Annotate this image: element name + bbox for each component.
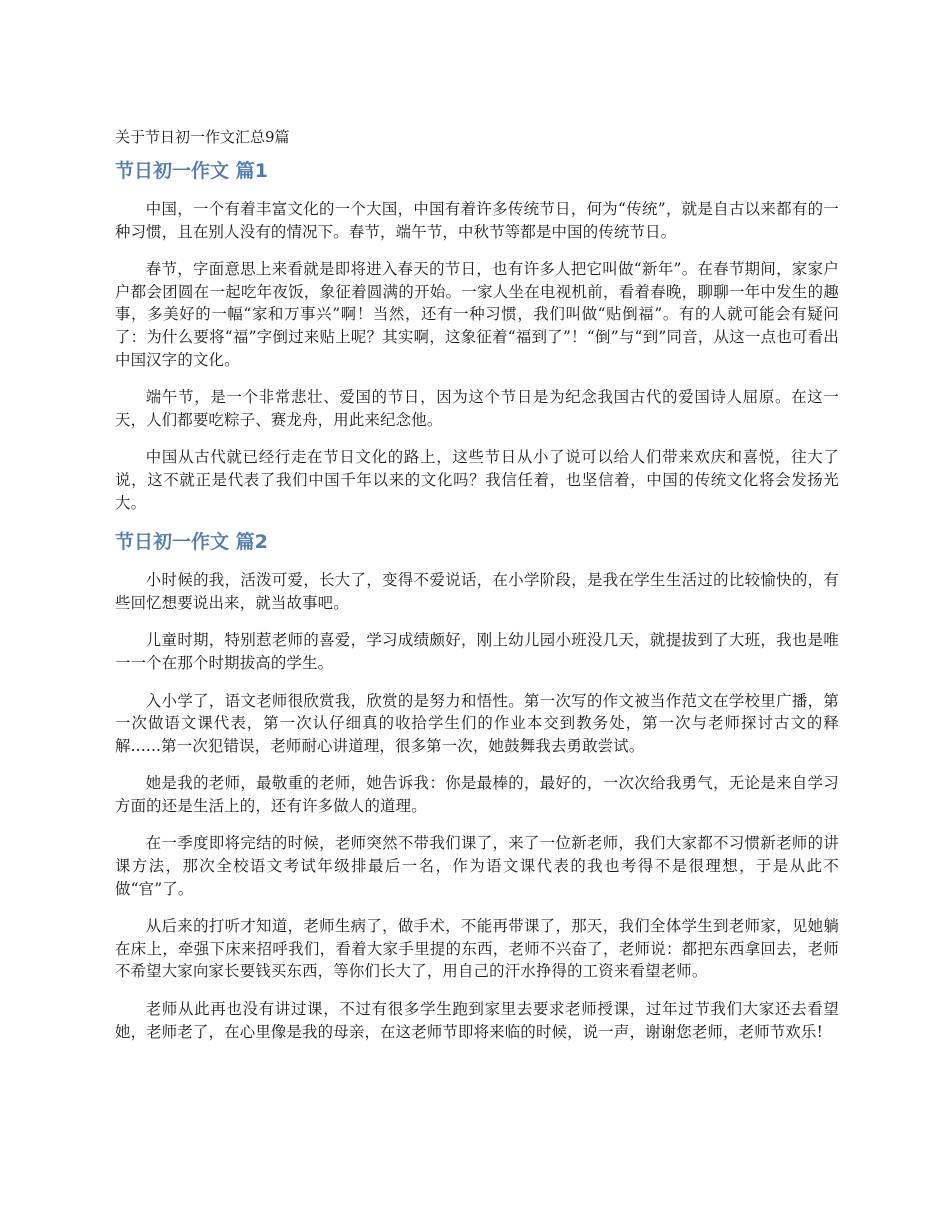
document-page bbox=[115, 126, 839, 1058]
section-heading-2: 节日初一作文 篇2 bbox=[115, 531, 268, 554]
paragraph: 端午节，是一个非常悲壮、爱国的节日，因为这个节日是为纪念我国古代的爱国诗人屈原。在这一天，人们都要吃粽子、赛龙舟，用此来纪念他。 bbox=[115, 388, 839, 429]
paragraph: 入小学了，语文老师很欣赏我，欣赏的是努力和悟性。第一次写的作文被当作范文在学校里广播，第一次做语文课代表，第一次认仔细真的收拾学生们的作业本交到教务处，第一次与老师探讨古文的释解......第一次犯错误，老师耐心讲道理，很多第一次，她鼓舞我去勇敢尝试。 bbox=[115, 691, 839, 755]
essay-section-1 bbox=[115, 158, 839, 514]
paragraph: 小时候的我，活泼可爱，长大了，变得不爱说话，在小学阶段，是我在学生生活过的比较愉快的，有些回忆想要说出来，就当故事吧。 bbox=[115, 571, 839, 612]
paragraph: 老师从此再也没有讲过课，不过有很多学生跑到家里去要求老师授课，过年过节我们大家还去看望她，老师老了，在心里像是我的母亲，在这老师节即将来临的时候，说一声，谢谢您老师，老师节欢乐! bbox=[115, 1000, 839, 1041]
essay-section-2 bbox=[115, 529, 839, 1043]
paragraph: 在一季度即将完结的时候，老师突然不带我们课了，来了一位新老师，我们大家都不习惯新老师的讲课方法，那次全校语文考试年级排最后一名，作为语文课代表的我也考得不是很理想，于是从此不做“官”了。 bbox=[115, 834, 839, 898]
paragraph: 春节，字面意思上来看就是即将进入春天的节日，也有许多人把它叫做“新年”。在春节期间，家家户户都会团圆在一起吃年夜饭，象征着圆满的开始。一家人坐在电视机前，看着春晚，聊聊一年中发生的趣事，多美好的一幅“家和万事兴”啊！当然，还有一种习惯，我们叫做“贴倒福”。有的人就可能会有疑问了：为什么要将“福”字倒过来贴上呢？其实啊，这象征着“福到了”！“倒”与“到”同音，从这一点也可看出中国汉字的文化。 bbox=[115, 260, 839, 369]
paragraph: 从后来的打听才知道，老师生病了，做手术，不能再带课了，那天，我们全体学生到老师家，见她躺在床上，牵强下床来招呼我们，看着大家手里提的东西，老师不兴奋了，老师说：都把东西拿回去，老师不希望大家向家长要钱买东西，等你们长大了，用自己的汗水挣得的工资来看望老师。 bbox=[115, 917, 839, 981]
document-title: 关于节日初一作文汇总9篇 bbox=[115, 128, 290, 146]
paragraph: 儿童时期，特别惹老师的喜爱，学习成绩颇好，刚上幼儿园小班没几天，就提拔到了大班，我也是唯一一个在那个时期拔高的学生。 bbox=[115, 631, 839, 672]
paragraph: 中国从古代就已经行走在节日文化的路上，这些节日从小了说可以给人们带来欢庆和喜悦，往大了说，这不就正是代表了我们中国千年以来的文化吗？我信任着，也坚信着，中国的传统文化将会发扬光大。 bbox=[115, 448, 839, 512]
paragraph: 她是我的老师，最敬重的老师，她告诉我：你是最棒的，最好的，一次次给我勇气，无论是来自学习方面的还是生活上的，还有许多做人的道理。 bbox=[115, 774, 839, 815]
paragraph: 中国，一个有着丰富文化的一个大国，中国有着许多传统节日，何为“传统”，就是自古以来都有的一种习惯，且在别人没有的情况下。春节，端午节，中秋节等都是中国的传统节日。 bbox=[115, 200, 839, 241]
section-heading-1: 节日初一作文 篇1 bbox=[115, 160, 268, 182]
